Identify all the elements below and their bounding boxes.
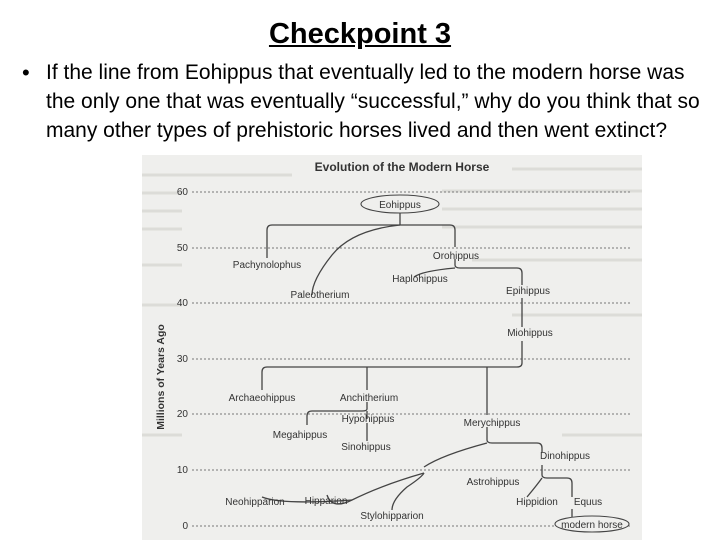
tick-label-60: 60 [176, 187, 188, 198]
y-axis-label: Millions of Years Ago [155, 324, 167, 430]
question-bullet [22, 58, 714, 145]
tick-label-20: 20 [176, 409, 188, 420]
tick-label-0: 0 [182, 521, 188, 532]
node-modern-horse: modern horse [561, 520, 623, 531]
node-astrohippus: Astrohippus [466, 477, 520, 488]
node-hypohippus: Hypohippus [341, 414, 395, 425]
node-hipparion: Hipparion [304, 496, 348, 507]
node-archaeohippus: Archaeohippus [228, 393, 296, 404]
tick-label-50: 50 [176, 243, 188, 254]
node-dinohippus: Dinohippus [539, 451, 591, 462]
y-axis-ticks [177, 187, 189, 532]
bullet-icon: • [22, 60, 30, 85]
horse-evolution-figure [142, 155, 642, 540]
tree-branches [262, 212, 572, 517]
node-haplohippus: Haplohippus [392, 274, 448, 285]
node-merychippus: Merychippus [463, 418, 521, 429]
figure-title: Evolution of the Modern Horse [314, 160, 490, 174]
evolution-tree-diagram [142, 155, 642, 540]
node-miohippus: Miohippus [507, 328, 553, 339]
node-eohippus: Eohippus [379, 200, 421, 211]
node-megahippus: Megahippus [272, 430, 328, 441]
node-pachynolophus: Pachynolophus [232, 260, 302, 271]
node-stylohipparion: Stylohipparion [360, 511, 424, 522]
node-hippidion: Hippidion [516, 497, 558, 508]
node-anchitherium: Anchitherium [339, 393, 399, 404]
node-epihippus: Epihippus [506, 286, 550, 297]
tick-label-40: 40 [176, 298, 188, 309]
node-neohipparion: Neohipparion [225, 497, 285, 508]
tick-label-30: 30 [176, 354, 188, 365]
question-text: If the line from Eohippus that eventually led to the modern horse was the only one that was eventually “successful,” why do you think that so many other types of prehistoric horses lived and then went extinct? [46, 61, 700, 142]
node-equus: Equus [573, 497, 603, 508]
slide-title: Checkpoint 3 [268, 18, 452, 50]
tick-label-10: 10 [176, 465, 188, 476]
node-sinohippus: Sinohippus [341, 442, 391, 453]
node-orohippus: Orohippus [432, 251, 480, 262]
node-palaeotherium: Paleotherium [290, 290, 350, 301]
